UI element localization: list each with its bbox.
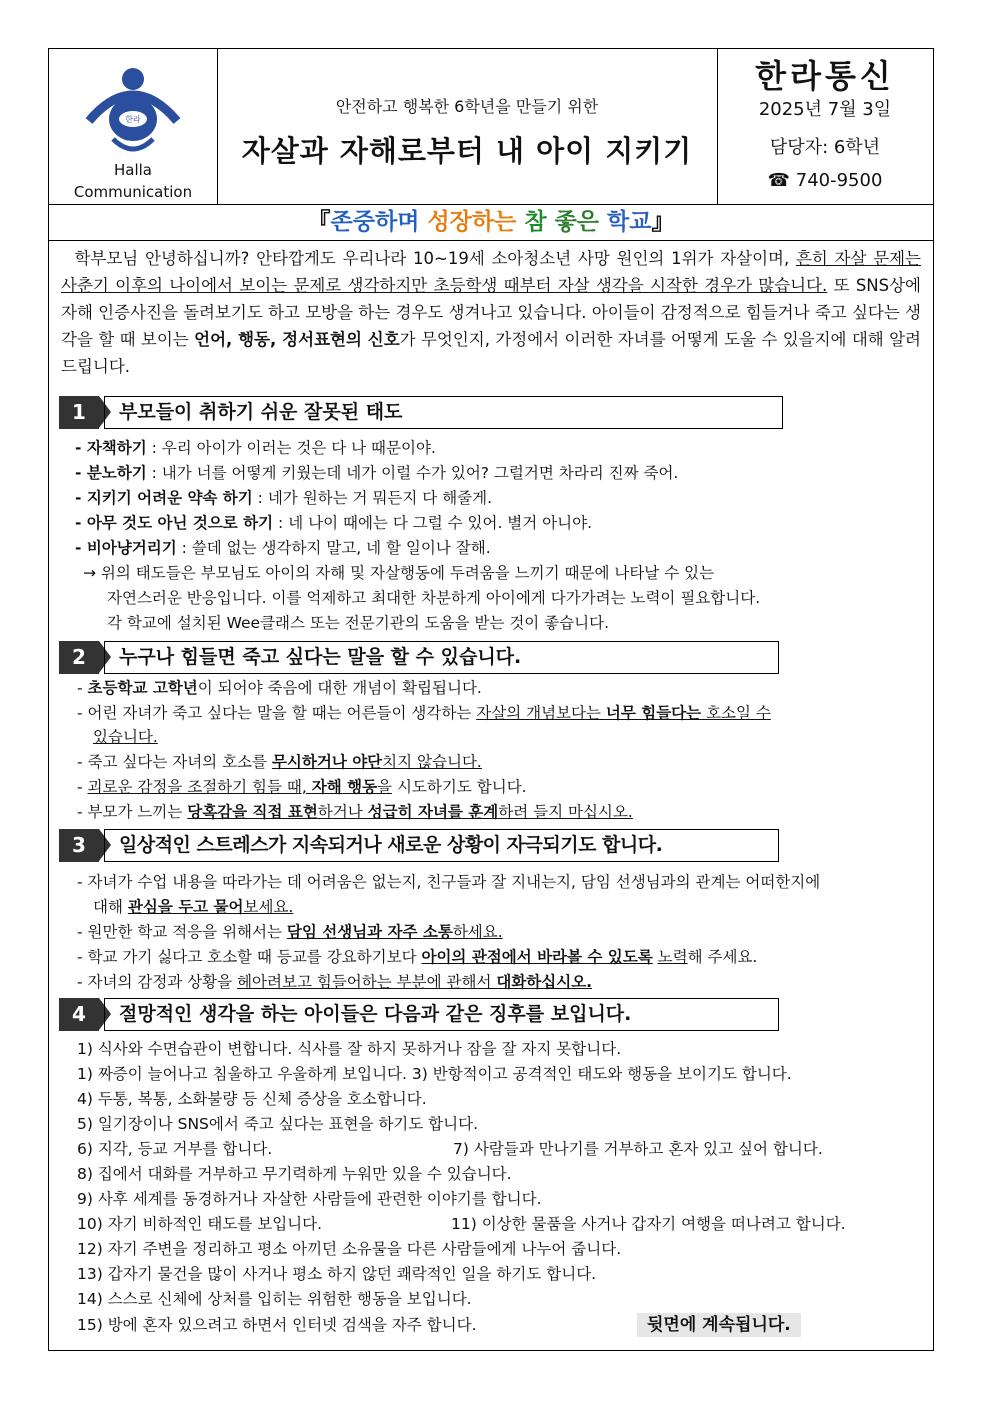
s3-underline: 하세요. — [452, 923, 503, 941]
s2-bold-underline: 무시하거나 야단 — [271, 753, 383, 771]
s2-text: - — [77, 679, 88, 697]
s1-item-1 — [75, 436, 436, 460]
slogan-word-3: 참 — [524, 209, 547, 235]
s4-item: 8) 집에서 대화를 거부하고 무기력하게 누워만 있을 수 있습니다. — [77, 1165, 512, 1183]
s2-text: 이 되어야 죽음에 대한 개념이 확립됩니다. — [197, 679, 482, 697]
newsletter-name: 한라통신 — [755, 57, 895, 95]
s2-item-2-cont — [93, 725, 158, 749]
s2-item-2 — [77, 701, 771, 725]
s3-underline: 보세요. — [243, 898, 294, 916]
s2-underline: 하거나 — [317, 803, 368, 821]
s1-item-3 — [75, 486, 492, 510]
s2-underline: 괴로운 감정을 조절하기 힘들 때, — [87, 778, 312, 796]
logo-cell — [49, 49, 218, 204]
s1-item-1-text: : 우리 아이가 이러는 것은 다 나 때문이야. — [146, 439, 436, 457]
intro-text-2: 또 SNS상에 자해 인증사진을 돌려보기도 하고 모방을 하는 경우도 생겨나고 있습니다. 아이들이 감정적으로 힘들거나 죽고 싶다는 생각을 할 때 보이는 — [61, 276, 921, 349]
s3-item-4 — [77, 970, 592, 994]
section-title: 부모들이 취하기 쉬운 잘못된 태도 — [104, 396, 783, 429]
s4-item: 15) 방에 혼자 있으려고 하면서 인터넷 검색을 자주 합니다. — [77, 1316, 477, 1334]
s2-bold: 초등학교 고학년 — [87, 679, 198, 697]
s2-underline: 호소일 수 — [701, 704, 771, 722]
s4-item: 5) 일기장이나 SNS에서 죽고 싶다는 표현을 하기도 합니다. — [77, 1115, 479, 1133]
intro-bold: 언어, 행동, 정서표현의 신호 — [194, 330, 400, 349]
s3-text: 대해 — [93, 898, 128, 916]
s2-text: - 어린 자녀가 죽고 싶다는 말을 할 때는 어른들이 생각하는 — [77, 704, 477, 722]
slogan-word-1: 존중하며 — [330, 209, 420, 235]
slogan-word-2: 성장하는 — [427, 209, 517, 235]
s3-bold-underline: 관심을 두고 물어 — [127, 898, 244, 916]
s3-item-3 — [77, 945, 757, 969]
s4-item: 12) 자기 주변을 정리하고 평소 아끼던 소유물을 다른 사람들에게 나누어 줍니다. — [77, 1240, 622, 1258]
s2-item-1 — [77, 676, 482, 700]
s2-text: - 부모가 느끼는 — [77, 803, 188, 821]
s1-item-4-text: : 네 나이 때에는 다 그럴 수 있어. 별거 아니야. — [273, 514, 593, 532]
s2-underline: 자살의 개념보다는 — [476, 704, 606, 722]
s3-text: - 자녀의 감정과 상황을 — [77, 973, 238, 991]
s2-item-4 — [77, 775, 527, 799]
continued-notice: 뒷면에 계속됩니다. — [637, 1313, 801, 1337]
s4-item: 4) 두통, 복통, 소화불량 등 신체 증상을 호소합니다. — [77, 1090, 427, 1108]
s3-underline: 헤아려보고 힘들어하는 부분에 관해서 — [237, 973, 497, 991]
subtitle: 안전하고 행복한 6학년을 만들기 위한 — [335, 97, 599, 116]
s3-item-1: - 자녀가 수업 내용을 따라가는 데 어려움은 없는지, 친구들과 잘 지내는지, 담임 선생님과의 관계는 어떠한지에 — [77, 873, 821, 891]
section-number: 3 — [59, 829, 99, 862]
title-cell — [217, 49, 718, 204]
section-title: 절망적인 생각을 하는 아이들은 다음과 같은 징후를 보입니다. — [104, 998, 779, 1031]
s2-underline: 치지 않습니다. — [382, 753, 482, 771]
s3-bold-underline: 대화하십시오. — [496, 973, 593, 991]
intro-text-1: 학부모님 안녕하십니까? 안타깝게도 우리나라 10~19세 소아청소년 사망 원인의 1위가 자살이며, — [74, 249, 796, 268]
s1-item-2-bold: - 분노하기 — [75, 464, 147, 482]
s1-item-3-text: : 네가 원하는 거 뭐든지 다 해줄게. — [252, 489, 493, 507]
logo-caption-2: Communication — [73, 183, 193, 201]
phone: ☎ 740-9500 — [767, 170, 883, 191]
s4-item: 10) 자기 비하적인 태도를 보입니다. — [77, 1215, 323, 1233]
s3-bold-underline: 아이의 관점에서 바라볼 수 있도록 — [421, 948, 653, 966]
s3-text: - 학교 가기 싫다고 호소할 때 등교를 강요하기보다 — [77, 948, 422, 966]
slogan-word-5: 학교 — [607, 209, 652, 235]
section-number: 2 — [59, 641, 99, 674]
s1-item-3-bold: - 지키기 어려운 약속 하기 — [75, 489, 253, 507]
slogan — [49, 204, 933, 241]
s1-item-4 — [75, 511, 592, 535]
logo-caption-1: Halla — [114, 161, 152, 179]
s4-item: 11) 이상한 물품을 사거나 갑자기 여행을 떠나려고 합니다. — [451, 1215, 846, 1233]
svg-text:한라: 한라 — [125, 115, 141, 124]
section-number: 1 — [59, 396, 99, 429]
s2-underline: 있습니다. — [93, 728, 158, 746]
content — [57, 245, 925, 380]
s2-item-3 — [77, 750, 482, 774]
s3-text: - 원만한 학교 적응을 위해서는 — [77, 923, 287, 941]
s1-item-4-bold: - 아무 것도 아닌 것으로 하기 — [75, 514, 274, 532]
page-title: 자살과 자해로부터 내 아이 지키기 — [241, 134, 693, 168]
s1-note-2: 자연스러운 반응입니다. 이를 억제하고 최대한 차분하게 아이에게 다가가려는 노력이 필요합니다. — [107, 589, 761, 607]
s3-item-1-cont — [93, 895, 293, 919]
s4-item: 14) 스스로 신체에 상처를 입히는 위험한 행동을 보입니다. — [77, 1290, 472, 1308]
s3-underline: 노력 — [657, 948, 688, 966]
s4-item: 1) 식사와 수면습관이 변합니다. 식사를 잘 하지 못하거나 잠을 잘 자지 못합니다. — [77, 1040, 622, 1058]
s3-bold-underline: 담임 선생님과 자주 소통 — [286, 923, 453, 941]
intro-text-3: 가 무엇인지, 가정에서 이러한 자녀를 어떻게 도울 수 있을지에 대해 알려드립니다. — [61, 330, 921, 376]
s4-item: 1) 짜증이 늘어나고 침울하고 우울하게 보입니다. 3) 반항적이고 공격적인 태도와 행동을 보이기도 합니다. — [77, 1065, 792, 1083]
intro-paragraph — [57, 245, 925, 380]
section-title: 누구나 힘들면 죽고 싶다는 말을 할 수 있습니다. — [104, 641, 779, 674]
section-title: 일상적인 스트레스가 지속되거나 새로운 상황이 자극되기도 합니다. — [104, 829, 779, 862]
s2-text: - — [77, 778, 88, 796]
s2-underline: 을 — [377, 778, 393, 796]
s2-underline: 하려 들지 마십시오. — [498, 803, 633, 821]
s4-item: 6) 지각, 등교 거부를 합니다. — [77, 1140, 273, 1158]
header — [49, 49, 933, 205]
s4-item: 7) 사람들과 만나기를 거부하고 혼자 있고 싶어 합니다. — [453, 1140, 823, 1158]
s3-item-2 — [77, 920, 503, 944]
slogan-close: 』 — [651, 209, 675, 235]
s3-text: 해 주세요. — [687, 948, 758, 966]
s2-bold-underline: 자해 행동 — [311, 778, 378, 796]
section-number: 4 — [59, 998, 99, 1031]
s2-bold-underline: 당혹감을 직접 표현 — [187, 803, 318, 821]
s1-item-5 — [75, 536, 491, 560]
s1-note-3: 각 학교에 설치된 Wee클래스 또는 전문기관의 도움을 받는 것이 좋습니다. — [107, 614, 610, 632]
info-cell — [717, 49, 933, 204]
s2-text: 시도하기도 합니다. — [392, 778, 527, 796]
s2-bold-underline: 성급히 자녀를 훈계 — [367, 803, 499, 821]
s1-item-2-text: : 내가 너를 어떻게 키웠는데 네가 이럴 수가 있어? 그럴거면 차라리 진짜 죽어. — [146, 464, 679, 482]
slogan-open: 『 — [307, 209, 331, 235]
newsletter-frame — [48, 48, 934, 1351]
manager: 담당자: 6학년 — [769, 137, 881, 158]
s1-note-1: → 위의 태도들은 부모님도 아이의 자해 및 자살행동에 두려움을 느끼기 때문에 나타날 수 있는 — [83, 564, 715, 582]
intro-underlined: 흔히 자살 문제는 사춘기 이후의 나이에서 보이는 문제로 생각하지만 초등학생 때부터 자살 생각을 시작한 경우가 많습니다. — [61, 249, 921, 295]
s1-item-5-text: : 쓸데 없는 생각하지 말고, 네 할 일이나 잘해. — [176, 539, 491, 557]
slogan-word-4: 좋은 — [554, 209, 599, 235]
s1-item-1-bold: - 자책하기 — [75, 439, 147, 457]
s4-item: 13) 갑자기 물건을 많이 사거나 평소 하지 않던 쾌락적인 일을 하기도 합니다. — [77, 1265, 597, 1283]
s2-bold-underline: 너무 힘들다는 — [605, 704, 702, 722]
issue-date: 2025년 7월 3일 — [758, 99, 892, 120]
s2-text: - 죽고 싶다는 자녀의 호소를 — [77, 753, 272, 771]
s4-item: 9) 사후 세계를 동경하거나 자살한 사람들에 관련한 이야기를 합니다. — [77, 1190, 542, 1208]
school-logo — [79, 59, 187, 159]
s1-item-5-bold: - 비아냥거리기 — [75, 539, 177, 557]
s2-item-5 — [77, 800, 633, 824]
s1-item-2 — [75, 461, 678, 485]
